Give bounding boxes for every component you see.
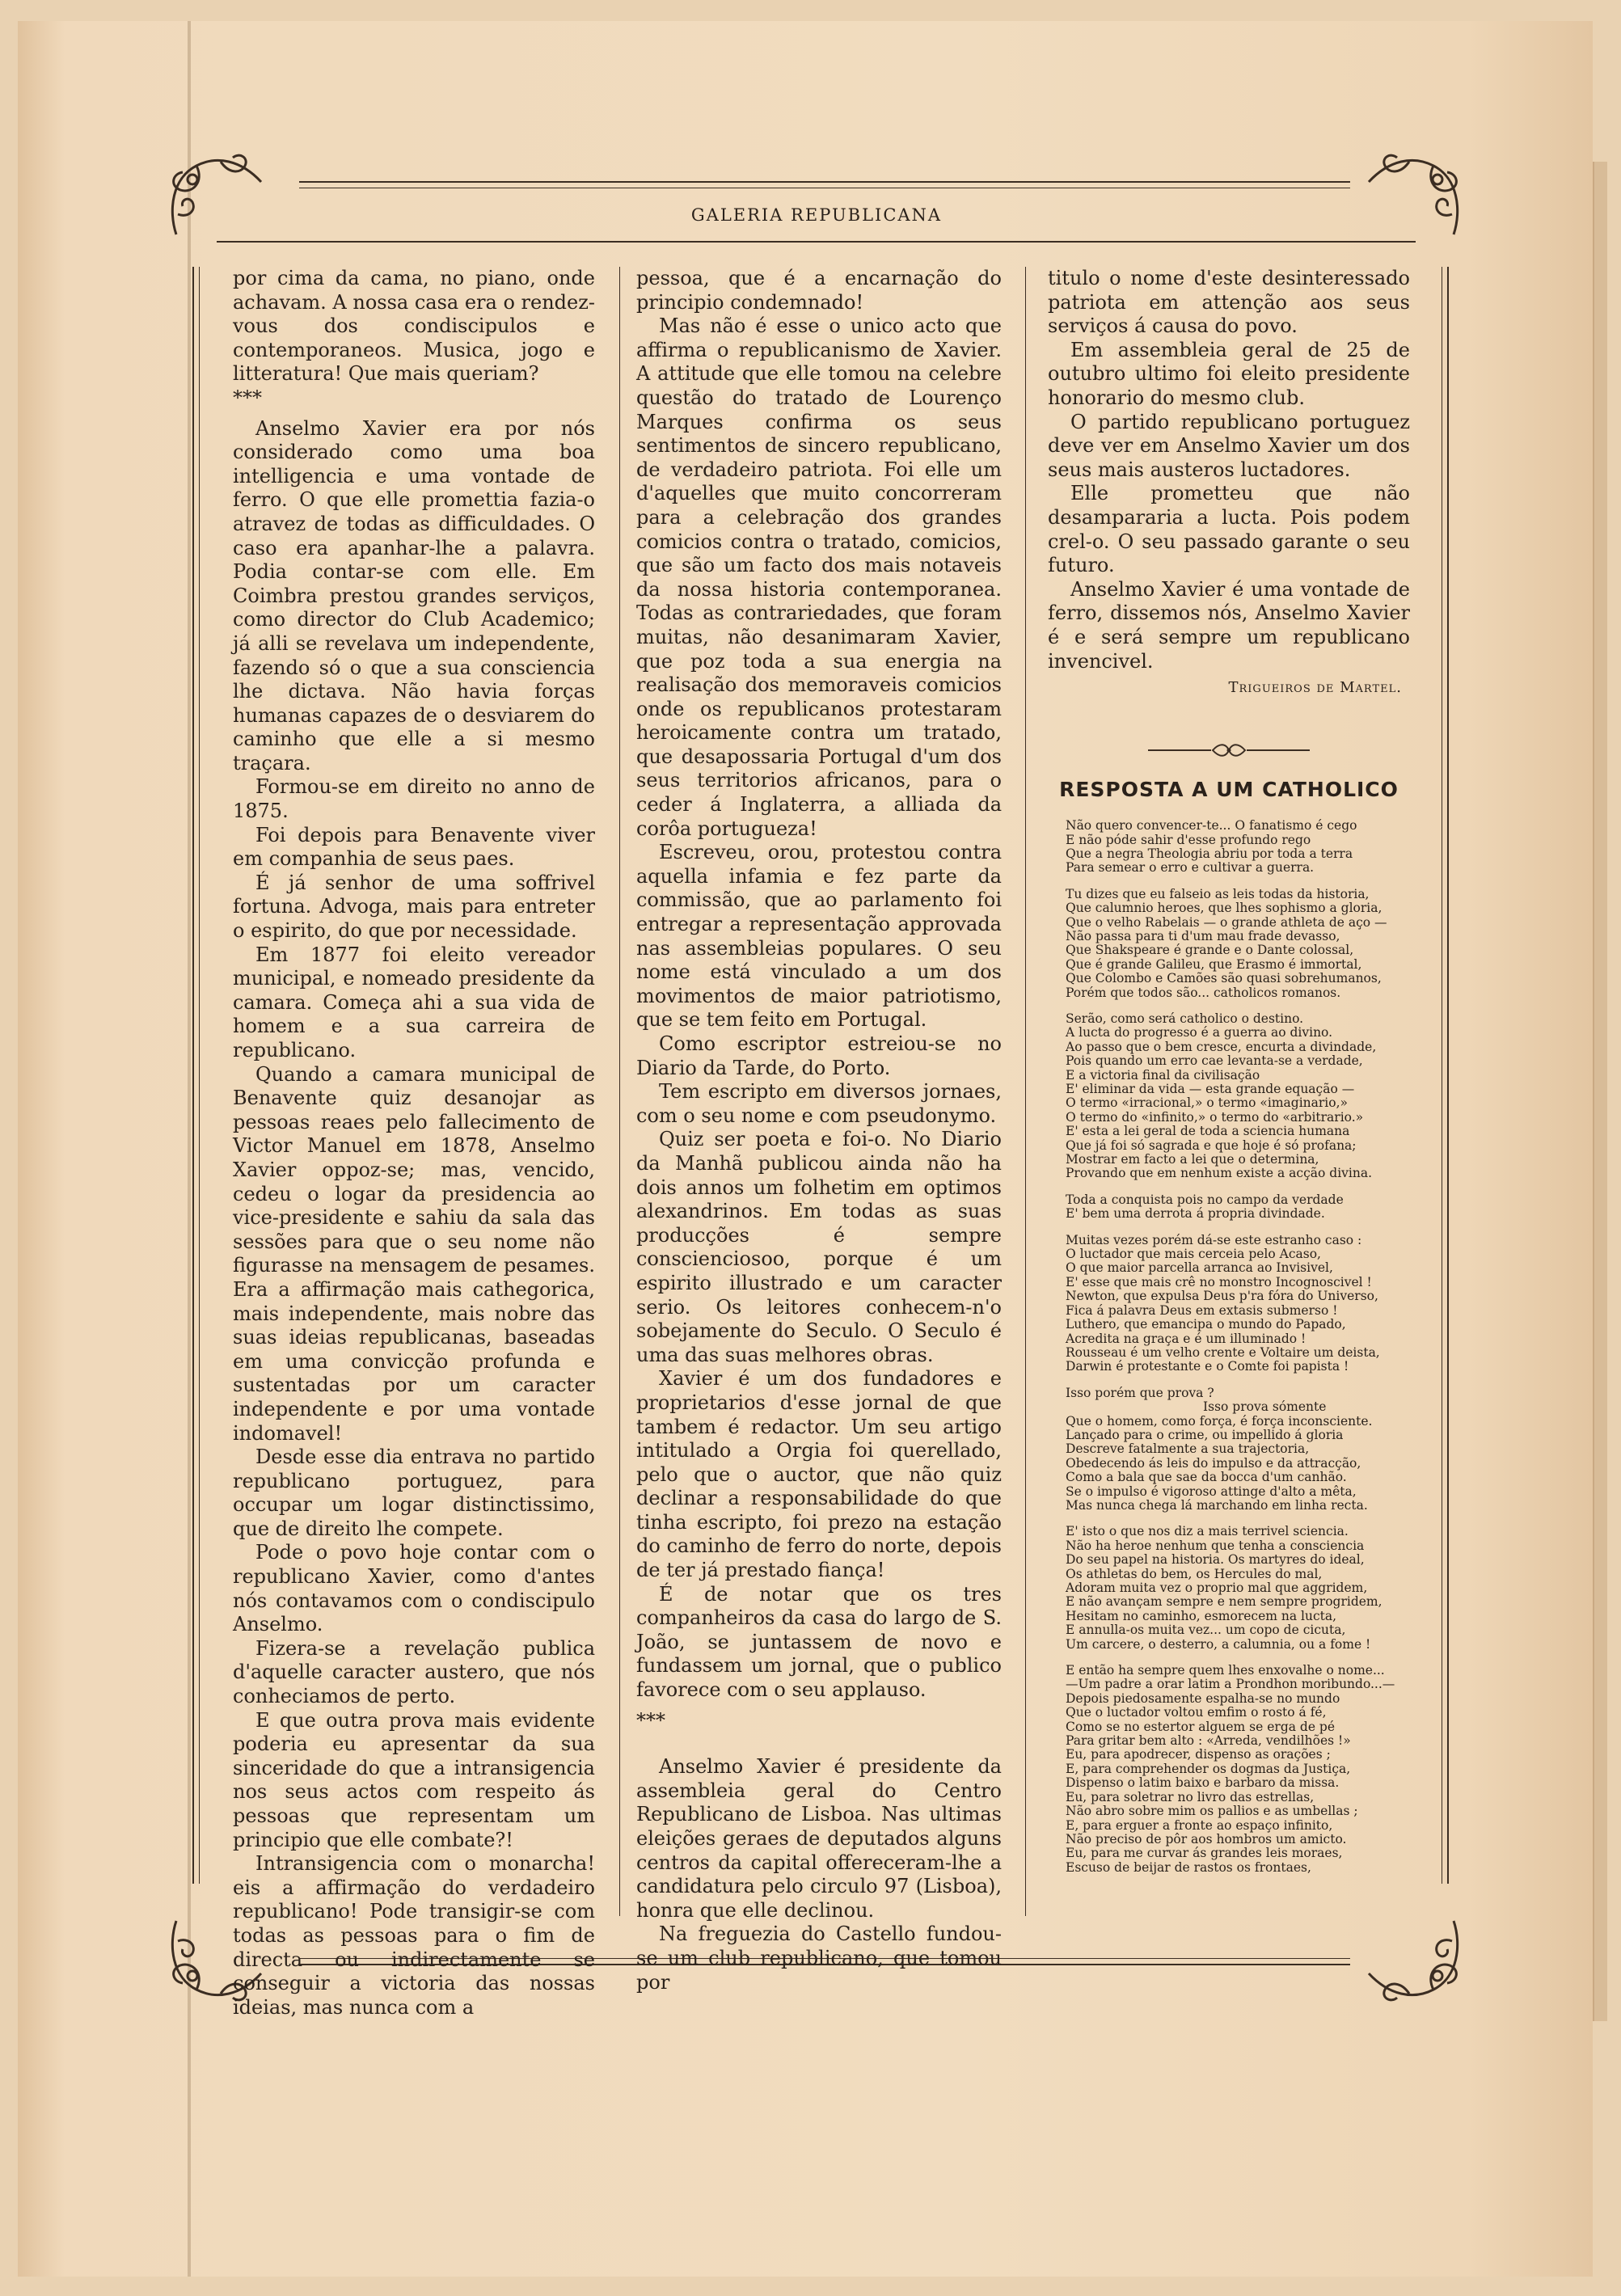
column-1 <box>233 267 595 2020</box>
poem-line: Fica á palavra Deus em extasis submerso ! <box>1066 1302 1338 1318</box>
poem-line: Como se no estertor alguem se erga de pé <box>1066 1719 1336 1734</box>
poem-line: Que calumnio heroes, que lhes sophismo a gloria, <box>1066 901 1382 916</box>
poem-line: O termo «irracional,» o termo «imaginario,» <box>1066 1095 1349 1111</box>
poem-line: Muitas vezes porém dá-se este estranho caso : <box>1066 1232 1362 1247</box>
poem-line: Do seu papel na historia. Os martyres do ideal, <box>1066 1552 1365 1568</box>
poem-line: Eu, para me curvar ás grandes leis moraes, <box>1066 1846 1343 1861</box>
frame-left-rule <box>192 267 200 1884</box>
poem-title: RESPOSTA A UM CATHOLICO <box>1059 778 1399 802</box>
poem-line: Eu, para soletrar no livro das estrellas, <box>1066 1789 1315 1804</box>
poem-line: E annulla-os muita vez... um copo de cicuta, <box>1066 1623 1346 1638</box>
asterism: *** <box>233 386 262 409</box>
paragraph: Em assembleia geral de 25 de outubro ultimo foi eleito presidente honorario do mesmo club. <box>1048 338 1410 409</box>
paragraph: Anselmo Xavier é uma vontade de ferro, dissemos nós, Anselmo Xavier é e será sempre um republicano invencivel. <box>1048 577 1410 673</box>
poem-stanza <box>1066 1234 1410 1374</box>
paragraph: É já senhor de uma soffrivel fortuna. Advoga, mais para entreter o espirito, do que por necessidade. <box>233 871 595 943</box>
poem-line: Depois piedosamente espalha-se no mundo <box>1066 1690 1340 1706</box>
corner-flourish-icon <box>1365 146 1470 251</box>
poem-line: E a victoria final da civilisação <box>1066 1067 1260 1083</box>
paragraph: Na freguezia do Castello fundou-se um club republicano, que tomou por <box>636 1922 1002 1994</box>
poem-line: Para gritar bem alto : «Arreda, vendilhões !» <box>1066 1733 1351 1749</box>
poem-stanza <box>1066 1193 1410 1222</box>
poem-line: Não preciso de pôr aos hombros um amicto. <box>1066 1831 1347 1847</box>
frame-top-rule <box>299 181 1350 188</box>
poem-line: Escuso de beijar de rastos os frontaes, <box>1066 1859 1311 1875</box>
article-ending <box>1048 267 1410 673</box>
paragraph: Formou-se em direito no anno de 1875. <box>233 775 595 823</box>
poem-line: Luthero, que emancipa o mundo do Papado, <box>1066 1317 1346 1332</box>
poem-line: E, para erguer a fronte ao espaço infinito, <box>1066 1817 1333 1833</box>
poem-stanza <box>1066 819 1410 876</box>
paragraph: Mas não é esse o unico acto que affirma o republicanismo de Xavier. A attitude que elle tomou na celebre questão do tratado de Lourenço Marques confirma os seus sentimentos de sincero republicano, de verdadeiro patriota. Foi elle um d'aquelles que muito concorreram para a celebração dos grandes comicios contra o tratado, comicios, que são um facto dos mais notaveis da nossa historia contemporanea. Todas as contrariedades, que foram muitas, não desanimaram Xavier, que poz toda a sua energia na realisação dos memoraveis comicios onde os republicanos protestaram heroicamente contra um tratado, que desapossaria Portugal d'um dos seus territorios africanos, para o ceder á Inglaterra, a alliada da corôa portugueza! <box>636 314 1002 840</box>
poem-line: E' isto o que nos diz a mais terrivel sciencia. <box>1066 1524 1349 1539</box>
poem-line: Que o velho Rabelais — o grande athleta de aço — <box>1066 914 1387 930</box>
paragraph: O partido republicano portuguez deve ver em Anselmo Xavier um dos seus mais austeros luctadores. <box>1048 410 1410 481</box>
poem-line: Que o homem, como força, é força inconsciente. <box>1066 1413 1373 1429</box>
paragraph: Quando a camara municipal de Benavente quiz desanojar as pessoas reaes pelo fallecimento de Victor Manuel em 1878, Anselmo Xavier oppoz-se; mas, vencido, cedeu o logar da presidencia ao vice-presidente e sahiu da sala das sessões para que o seu nome não figurasse na mensagem de pesames. Era a affirmação mais cathegorica, mais independente, mais nobre das suas ideias republicanas, baseadas em uma convicção profunda e sustentadas por um caracter independente e por uma vontade indomavel! <box>233 1062 595 1445</box>
poem-line: Que Shakspeare é grande e o Dante colossal, <box>1066 943 1354 958</box>
poem-line: E, para comprehender os dogmas da Justiça, <box>1066 1761 1351 1776</box>
poem-line: O que maior parcella arranca ao Invisivel, <box>1066 1260 1333 1276</box>
poem-line: Isso prova sómente <box>1203 1399 1327 1415</box>
paragraph: Quiz ser poeta e foi-o. No Diario da Manhã publicou ainda não ha dois annos um folhetim em optimos alexandrinos. Em todas as suas producções é sempre conscienciosoo, porque é um espirito illustrado e um caracter serio. Os leitores conhecem-n'o sobejamente do Seculo. O Seculo é uma das suas melhores obras. <box>636 1128 1002 1366</box>
next-page-edge <box>1593 162 1607 2021</box>
corner-flourish-icon <box>1365 1905 1470 2010</box>
poem-line: E não avançam sempre e nem sempre progridem, <box>1066 1594 1382 1610</box>
paragraph: E que outra prova mais evidente poderia eu apresentar da sua sinceridade do que a intransigencia nos seus actos com respeito ás pessoas que representam um principio que elle combate?! <box>233 1708 595 1851</box>
paragraph: Intransigencia com o monarcha! eis a affirmação do verdadeiro republicano! Pode transigir-se com todas as pessoas para o fim de directa ou indirectamente se conseguir a victoria das nossas ideias, mas nunca com a <box>233 1852 595 2019</box>
poem-line: Darwin é protestante e o Comte foi papista ! <box>1066 1359 1349 1374</box>
poem-line: E' esta a lei geral de toda a sciencia humana <box>1066 1124 1350 1139</box>
poem-line: O luctador que mais cerceia pelo Acaso, <box>1066 1247 1321 1262</box>
poem-line: Isso porém que prova ? <box>1066 1385 1214 1400</box>
poem-line: Lançado para o crime, ou impellido á gloria <box>1066 1427 1344 1442</box>
poem-line: O termo do «infinito,» o termo do «arbitrario.» <box>1066 1109 1364 1125</box>
poem-line: E' bem uma derrota á propria divindade. <box>1066 1206 1325 1222</box>
poem-line: E' eliminar da vida — esta grande equação — <box>1066 1082 1355 1096</box>
paragraph: Escreveu, orou, protestou contra aquella infamia e fez parte da commissão, que ao parlamento foi entregar a representação approvada nas assembleias populares. O seu nome está vinculado a um dos movimentos de maior patriotismo, que se tem feito em Portugal. <box>636 841 1002 1032</box>
poem-line: A lucta do progresso é a guerra ao divino. <box>1066 1025 1333 1040</box>
poem-line: Não abro sobre mim os pallios e as umbellas ; <box>1066 1804 1358 1819</box>
poem-line: Dispenso o latim baixo e barbaro da missa. <box>1066 1775 1340 1791</box>
poem-line: Para semear o erro e cultivar a guerra. <box>1066 860 1315 876</box>
poem-line: Tu dizes que eu falseio as leis todas da historia, <box>1066 886 1370 901</box>
poem-line: Que já foi só sagrada e que hoje é só profana; <box>1066 1137 1357 1153</box>
column-2 <box>636 267 1002 1994</box>
poem-line: Se o impulso é vigoroso attinge d'alto a mêta, <box>1066 1484 1357 1499</box>
paragraph: Anselmo Xavier é presidente da assembleia geral do Centro Republicano de Lisboa. Nas ultimas eleições geraes de deputados alguns centros da capital offereceram-lhe a candidatura pelo circulo 97 (Lisboa), honra que elle declinou. <box>636 1755 1002 1922</box>
paragraph: titulo o nome d'este desinteressado patriota em attenção aos seus serviços á causa do povo. <box>1048 267 1410 338</box>
paragraph: Desde esse dia entrava no partido republicano portuguez, para occupar um logar distinctissimo, que de direito lhe compete. <box>233 1446 595 1540</box>
poem-stanza <box>1066 1386 1410 1513</box>
paragraph: pessoa, que é a encarnação do principio condemnado! <box>636 267 1002 314</box>
poem-line: E então ha sempre quem lhes enxovalhe o nome... <box>1066 1663 1385 1678</box>
poem-line: Serão, como será catholico o destino. <box>1066 1011 1304 1026</box>
poem-stanza <box>1066 1525 1410 1652</box>
poem-line: Rousseau é um velho crente e Voltaire um deista, <box>1066 1344 1380 1360</box>
poem-line: Provando que em nenhum existe a acção divina. <box>1066 1166 1373 1181</box>
poem-line: Descreve fatalmente a sua trajectoria, <box>1066 1441 1310 1457</box>
poem-line: Pois quando um erro cae levanta-se a verdade, <box>1066 1053 1363 1069</box>
paragraph: Foi depois para Benavente viver em companhia de seus paes. <box>233 823 595 871</box>
column-rule <box>1025 267 1026 1916</box>
poem-line: Mostrar em facto a lei que o determina, <box>1066 1152 1319 1167</box>
poem-line: Como a bala que sae da bocca d'um canhão. <box>1066 1470 1347 1485</box>
poem <box>1048 819 1410 1875</box>
asterism: *** <box>636 1708 665 1732</box>
poem-line: Adoram muita vez o proprio mal que aggridem, <box>1066 1581 1368 1595</box>
poem-line: Que o luctador voltou emfim o rosto á fé, <box>1066 1705 1327 1720</box>
poem-line: Hesitam no caminho, esmorecem na lucta, <box>1066 1608 1337 1623</box>
section-ornament-icon <box>1148 743 1310 758</box>
poem-line: E' esse que mais crê no monstro Incognoscivel ! <box>1066 1274 1372 1289</box>
poem-line: Newton, que expulsa Deus p'ra fóra do Universo, <box>1066 1289 1378 1304</box>
header-rule <box>217 241 1416 243</box>
poem-line: Ao passo que o bem cresce, encurta a divindade, <box>1066 1039 1377 1054</box>
poem-line: E não póde sahir d'esse profundo rego <box>1066 832 1311 847</box>
poem-line: Que a negra Theologia abriu por toda a terra <box>1066 846 1353 861</box>
paragraph: É de notar que os tres companheiros da casa do largo de S. João, se juntassem de novo e fundassem um jornal, que o publico favorece com o seu applauso. <box>636 1582 1002 1702</box>
running-head: GALERIA REPUBLICANA <box>690 205 943 225</box>
poem-stanza <box>1066 1664 1410 1875</box>
paragraph: Em 1877 foi eleito vereador municipal, e nomeado presidente da camara. Começa ahi a sua vida de homem e a sua carreira de republicano. <box>233 943 595 1061</box>
poem-line: —Um padre a orar latim a Prondhon moribundo...— <box>1066 1677 1395 1692</box>
paragraph: Anselmo Xavier era por nós considerado como uma boa intelligencia e uma vontade de ferro. O que elle promettia fazia-o atravez de todas as difficuldades. O caso era apanhar-lhe a palavra. Podia contar-se com elle. Em Coimbra prestou grandes serviços, como director do Club Academico; já alli se revelava um independente, fazendo só o que a sua consciencia lhe dictava. Não havia forças humanas capazes de o desviarem do caminho que elle a si mesmo traçara. <box>233 416 595 774</box>
column-3 <box>1048 267 1410 1887</box>
paragraph: Tem escripto em diversos jornaes, com o seu nome e com pseudonymo. <box>636 1080 1002 1127</box>
column-rule <box>619 267 620 1916</box>
author-signature: Trigueiros de Martel. <box>1228 679 1402 697</box>
poem-line: Não passa para ti d'um mau frade devasso, <box>1066 928 1340 943</box>
paragraph: Fizera-se a revelação publica d'aquelle caracter austero, que nós conheciamos de perto. <box>233 1636 595 1708</box>
frame-right-rule <box>1442 267 1449 1884</box>
poem-line: Eu, para apodrecer, dispenso as orações ; <box>1066 1747 1331 1762</box>
paragraph: Xavier é um dos fundadores e proprietarios d'esse jornal de que tambem é redactor. Um seu artigo intitulado a Orgia foi querellado, pelo que o auctor, que não quiz declinar a responsabilidade do que tinha escripto, foi prezo na estação do caminho de ferro do norte, depois de ter já prestado fiança! <box>636 1367 1002 1582</box>
poem-line: Mas nunca chega lá marchando em linha recta. <box>1066 1497 1368 1513</box>
poem-line: Que é grande Galileu, que Erasmo é immortal, <box>1066 956 1362 972</box>
paragraph: Elle prometteu que não desampararia a lucta. Pois podem crel-o. O seu passado garante o seu futuro. <box>1048 482 1410 577</box>
paragraph: Pode o povo hoje contar com o republicano Xavier, como d'antes nós contavamos com o condiscipulo Anselmo. <box>233 1541 595 1636</box>
poem-line: Não quero convencer-te... O fanatismo é cego <box>1066 818 1357 834</box>
poem-line: Obedecendo ás leis do impulso e da attracção, <box>1066 1455 1361 1471</box>
poem-stanza <box>1066 888 1410 1000</box>
corner-flourish-icon <box>160 146 265 251</box>
poem-line: Toda a conquista pois no campo da verdade <box>1066 1192 1344 1207</box>
poem-line: Um carcere, o desterro, a calumnia, ou a fome ! <box>1066 1636 1371 1652</box>
paragraph: Como escriptor estreiou-se no Diario da Tarde, do Porto. <box>636 1032 1002 1079</box>
paragraph: por cima da cama, no piano, onde achavam. A nossa casa era o rendez-vous dos condiscipulos e contemporaneos. Musica, jogo e litteratura! Que mais queriam? <box>233 267 595 386</box>
poem-line: Acredita na graça e é um illuminado ! <box>1066 1331 1307 1346</box>
poem-stanza <box>1066 1012 1410 1181</box>
poem-line: Porém que todos são... catholicos romanos. <box>1066 985 1341 1000</box>
poem-line: Que Colombo e Camões são quasi sobrehumanos, <box>1066 971 1382 986</box>
poem-line: Não ha heroe nenhum que tenha a consciencia <box>1066 1538 1365 1553</box>
poem-line: Os athletas do bem, os Hercules do mal, <box>1066 1566 1323 1581</box>
